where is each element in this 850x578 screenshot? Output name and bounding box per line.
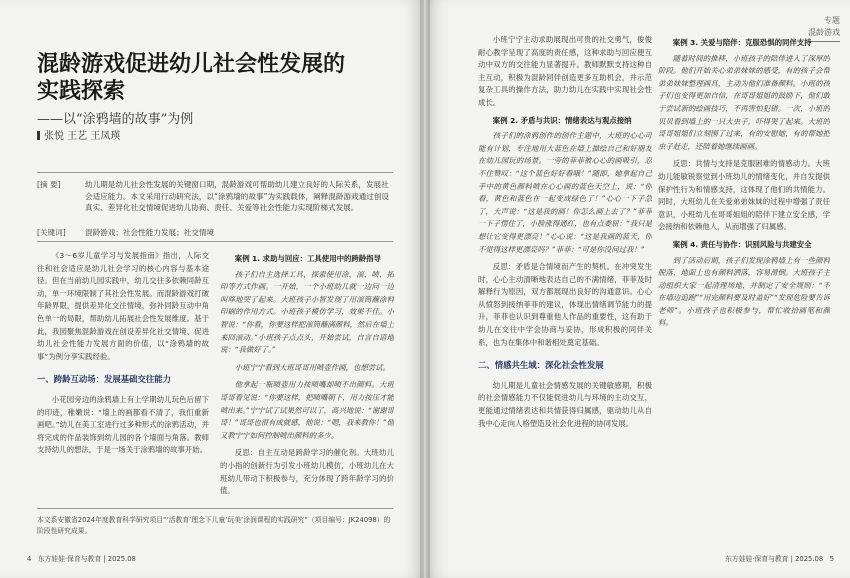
- left-column-2: [220, 250, 394, 502]
- author-names: 张悦 王艺 王凤瑛: [44, 131, 121, 142]
- paragraph: 小班宁宁看到大班哥哥用喷壶作画，也想尝试。: [234, 362, 391, 372]
- paragraph: 小班宁宁主动求助展现出可贵的社交勇气，俊俊耐心教学呈现了高度的责任感，这种求助与回应便互动中双方的交往能力显著提升。教师默默支持这种自主互动，积极为混龄同伴创造更多互助机会，并示范复杂工具的操作方法，助力幼儿在实践中实现社会性成长。: [478, 35, 652, 107]
- journal-name: 东方娃娃·保育与教育 | 2025.08: [725, 555, 824, 563]
- paragraph: 反思：共情与支持是克服困难的情感动力。大班幼儿能敏锐察觉到小班幼儿的情绪变化，并自发提供保护性行为和情感支持，这体现了他们的共情能力。同时，大班幼儿在关爱弟弟妹妹的过程中增强了责任意识，小班幼儿在哥哥姐姐的陪伴下建立安全感，学会接纳和依赖他人，从而增强了归属感。: [658, 159, 830, 232]
- divider: [37, 172, 393, 173]
- section-heading: 二、情感共生域：深化社会性发展: [478, 360, 604, 371]
- article-subtitle: ——以“涂鸦墙的故事”为例: [37, 112, 194, 127]
- article-title-line2: 实践探索: [37, 78, 126, 104]
- case-heading: 案例 3. 关爱与陪伴：克服恐惧的同伴支持: [672, 38, 812, 47]
- column-label: 专题: [824, 16, 840, 25]
- abstract-text: 幼儿期是幼儿社会性发展的关键窗口期，混龄游戏可帮助幼儿建立良好的人际关系，发展社会适应能力。本文采用行动研究法，以“涂鸦墙的故事”为实践载体，阐释混龄游戏通过创设真实、差异化社交情境促进幼儿协商、责任、关爱等社会性能力实现阶梯式发展。: [85, 180, 390, 212]
- article-title-line1: 混龄游戏促进幼儿社会性发展的: [37, 51, 346, 77]
- folio-right: [725, 553, 834, 563]
- folio-left: [27, 553, 136, 563]
- case-heading: 案例 2. 矛盾与共识：情绪表达与观点接纳: [492, 115, 632, 125]
- divider: [37, 241, 393, 242]
- paragraph: 到了活动后期，孩子们发现涂鸦墙上有一些颜料脱落，地面上也有颜料洒落，容易滑倒。大班孩子主动组织大家一起清理场地，并制定了安全规则：“不在墙边追跑”“用完颜料要及时盖好”“发现危险要告诉老师”。小班孩子也积极参与，帮忙收拾画笔和颜料。: [658, 255, 830, 328]
- paragraph: 孩子们的涂鸦创作的创作主题中，大班的心心可能有计划，专注地用大蓝色在墙上描绘自己和好朋友在幼儿园玩的场景。一旁的菲菲被心心的画吸引，忍不住赞叹：“这个蓝色好好看哦！”随即，她拿起自己手中的黄色颜料喷在心心画的蓝色天空上，说：“你看，黄色和蓝色在一起变成绿色了！”心心一下子急了，大声说：“这是我的画！你怎么画上去了？”菲菲一下子愣住了，小脸涨得通红，也有点委屈：“我只是想让它变得更漂亮！”心心说：“这是我画的蓝天，你不觉得这样更漂亮吗？”菲菲：“可是你没问过我！”: [478, 131, 652, 254]
- section-heading: 一、跨龄互动场：发展基础交往能力: [37, 374, 171, 385]
- paragraph: 随着时间的推移，小班孩子的陪伴进入了深厚的阶段。他们开始关心弟弟妹妹的感受，有的孩子会帮弟弟妹妹整理画具，主动为他们准备颜料。小班的孩子们也变得更加自信，在哥哥姐姐的鼓励下，他们敢于尝试新的绘画技巧，不再害怕犯错。一次，小班的贝贝看到墙上的一只大虫子，吓得哭了起来。大班的哥哥姐姐们立刻围了过来，有的安慰她，有的帮她把虫子赶走，还陪着她继续画画。: [658, 53, 830, 151]
- case-heading: 案例 1. 求助与回应：工具使用中的跨龄指导: [234, 254, 381, 263]
- paragraph: 幼儿期是儿童社会情感发展的关键敏感期，积极的社会情感能力不仅能促进幼儿与环境的主动交互，更能通过情绪表达和共情获得归属感，驱动幼儿从自我中心走向人格塑造及社会化进程的协同发展。: [478, 380, 652, 428]
- paragraph: 孩子们自主选择工具，探索使用涂、滚、喷、拓印等方式作画。一开始，一个小班幼儿就一边问一边叫哆地哭了起来。大班孩子小智发现了用滚筒蘸涂料印刷的作用方式。小班孩子模仿学习，效果不佳。小智说：“你看，你要这样把滚筒蘸满颜料，然后在墙上来回滚动。”小班孩子点点头，开始尝试，自言自语地说：“我做好了。”: [220, 269, 394, 355]
- keywords-label: [关键词]: [37, 228, 66, 237]
- case-heading: 案例 4. 责任与协作：识别风险与共建安全: [672, 239, 812, 249]
- paragraph: 反思：矛盾是合情境而产生的契机。在冲突发生时，心心主动清晰地表达自己的不满情绪，菲菲及时解释行为原因，双方都展现出良好的沟通意识。心心从愤怒到接纳菲菲的建议，体现出情绪调节能力的提升，菲菲也认识到尊重他人作品的重要性，这有助于幼儿在交往中学会协商与妥协，形成积极的同伴关系，也为在集体中和谐相处奠定基础。: [478, 262, 652, 347]
- keywords: [37, 227, 393, 238]
- author-marker: [37, 131, 40, 140]
- paragraph: 反思：自主互动是跨龄学习的催化剂。大班幼儿的小指的创新行为引发小班幼儿模仿，小班幼儿在大班幼儿带动下积极参与，充分体现了跨年龄学习的价值。: [220, 448, 394, 496]
- binding-gutter: [420, 0, 430, 578]
- abstract: [37, 179, 393, 214]
- column-name: 混龄游戏: [808, 27, 840, 42]
- right-column-1: [478, 34, 652, 539]
- right-page: [426, 0, 850, 578]
- keywords-text: 混龄游戏；社会性能力发展；社交情境: [85, 228, 215, 237]
- footnote: 本文系安徽省2024年度教育科学研究项目“‘活教育’理念下儿童‘玩美’涂润课程的实践研究”（项目编号：JK24098）的阶段性研究成果。: [37, 508, 393, 536]
- left-column-1: [37, 250, 209, 502]
- page-number: 5: [829, 555, 834, 563]
- right-column-2: [658, 34, 830, 539]
- left-page: [0, 0, 424, 578]
- paragraph: 他拿起一瓶喷壶用力按喷嘴却喷不出颜料。大班哥哥看见说：“你要这样，把喷嘴朝下，用力按压才能喷出来。”宁宁试了试果然可以了，高兴地说：“谢谢哥哥！”哥哥也很有成就感，他说：“嗯，我来教你！”他又教宁宁如何控制喷出颜料的多少。: [220, 380, 394, 440]
- paragraph: 《3～6岁儿童学习与发展指南》指出，人际交往和社会适应是幼儿社会学习的核心内容与基本途径。但在当前幼儿园实践中，幼儿交往多依赖同龄互动，单一环境限制了其社会性发展。而混龄游戏打破年龄界限，提供差异化交往情境，弥补同龄互动中角色单一的局限，帮助幼儿拓展社会性发展维度。基于此，我园聚焦混龄游戏在创设差异化社交情境、促进幼儿社会性能力发展方面的价值，以“涂鸦墙的故事”为例分享实践经验。: [37, 251, 209, 361]
- paragraph: 小花园旁边的涂鸦墙上有上学期幼儿玩色后留下的印迹，稚嫩说：“墙上的画都看不清了，我们重新画吧。”幼儿在美工室进行过多种形式的涂鸦活动，并将完成的作品装饰到幼儿园的各个墙面与角落。教师支持幼儿的想法，于是一场关于涂鸦墙的故事开始。: [37, 394, 209, 455]
- journal-name: 东方娃娃·保育与教育 | 2025.08: [37, 555, 136, 563]
- authors: [37, 127, 120, 142]
- page-number: 4: [27, 555, 32, 563]
- abstract-label: [摘 要]: [37, 180, 61, 189]
